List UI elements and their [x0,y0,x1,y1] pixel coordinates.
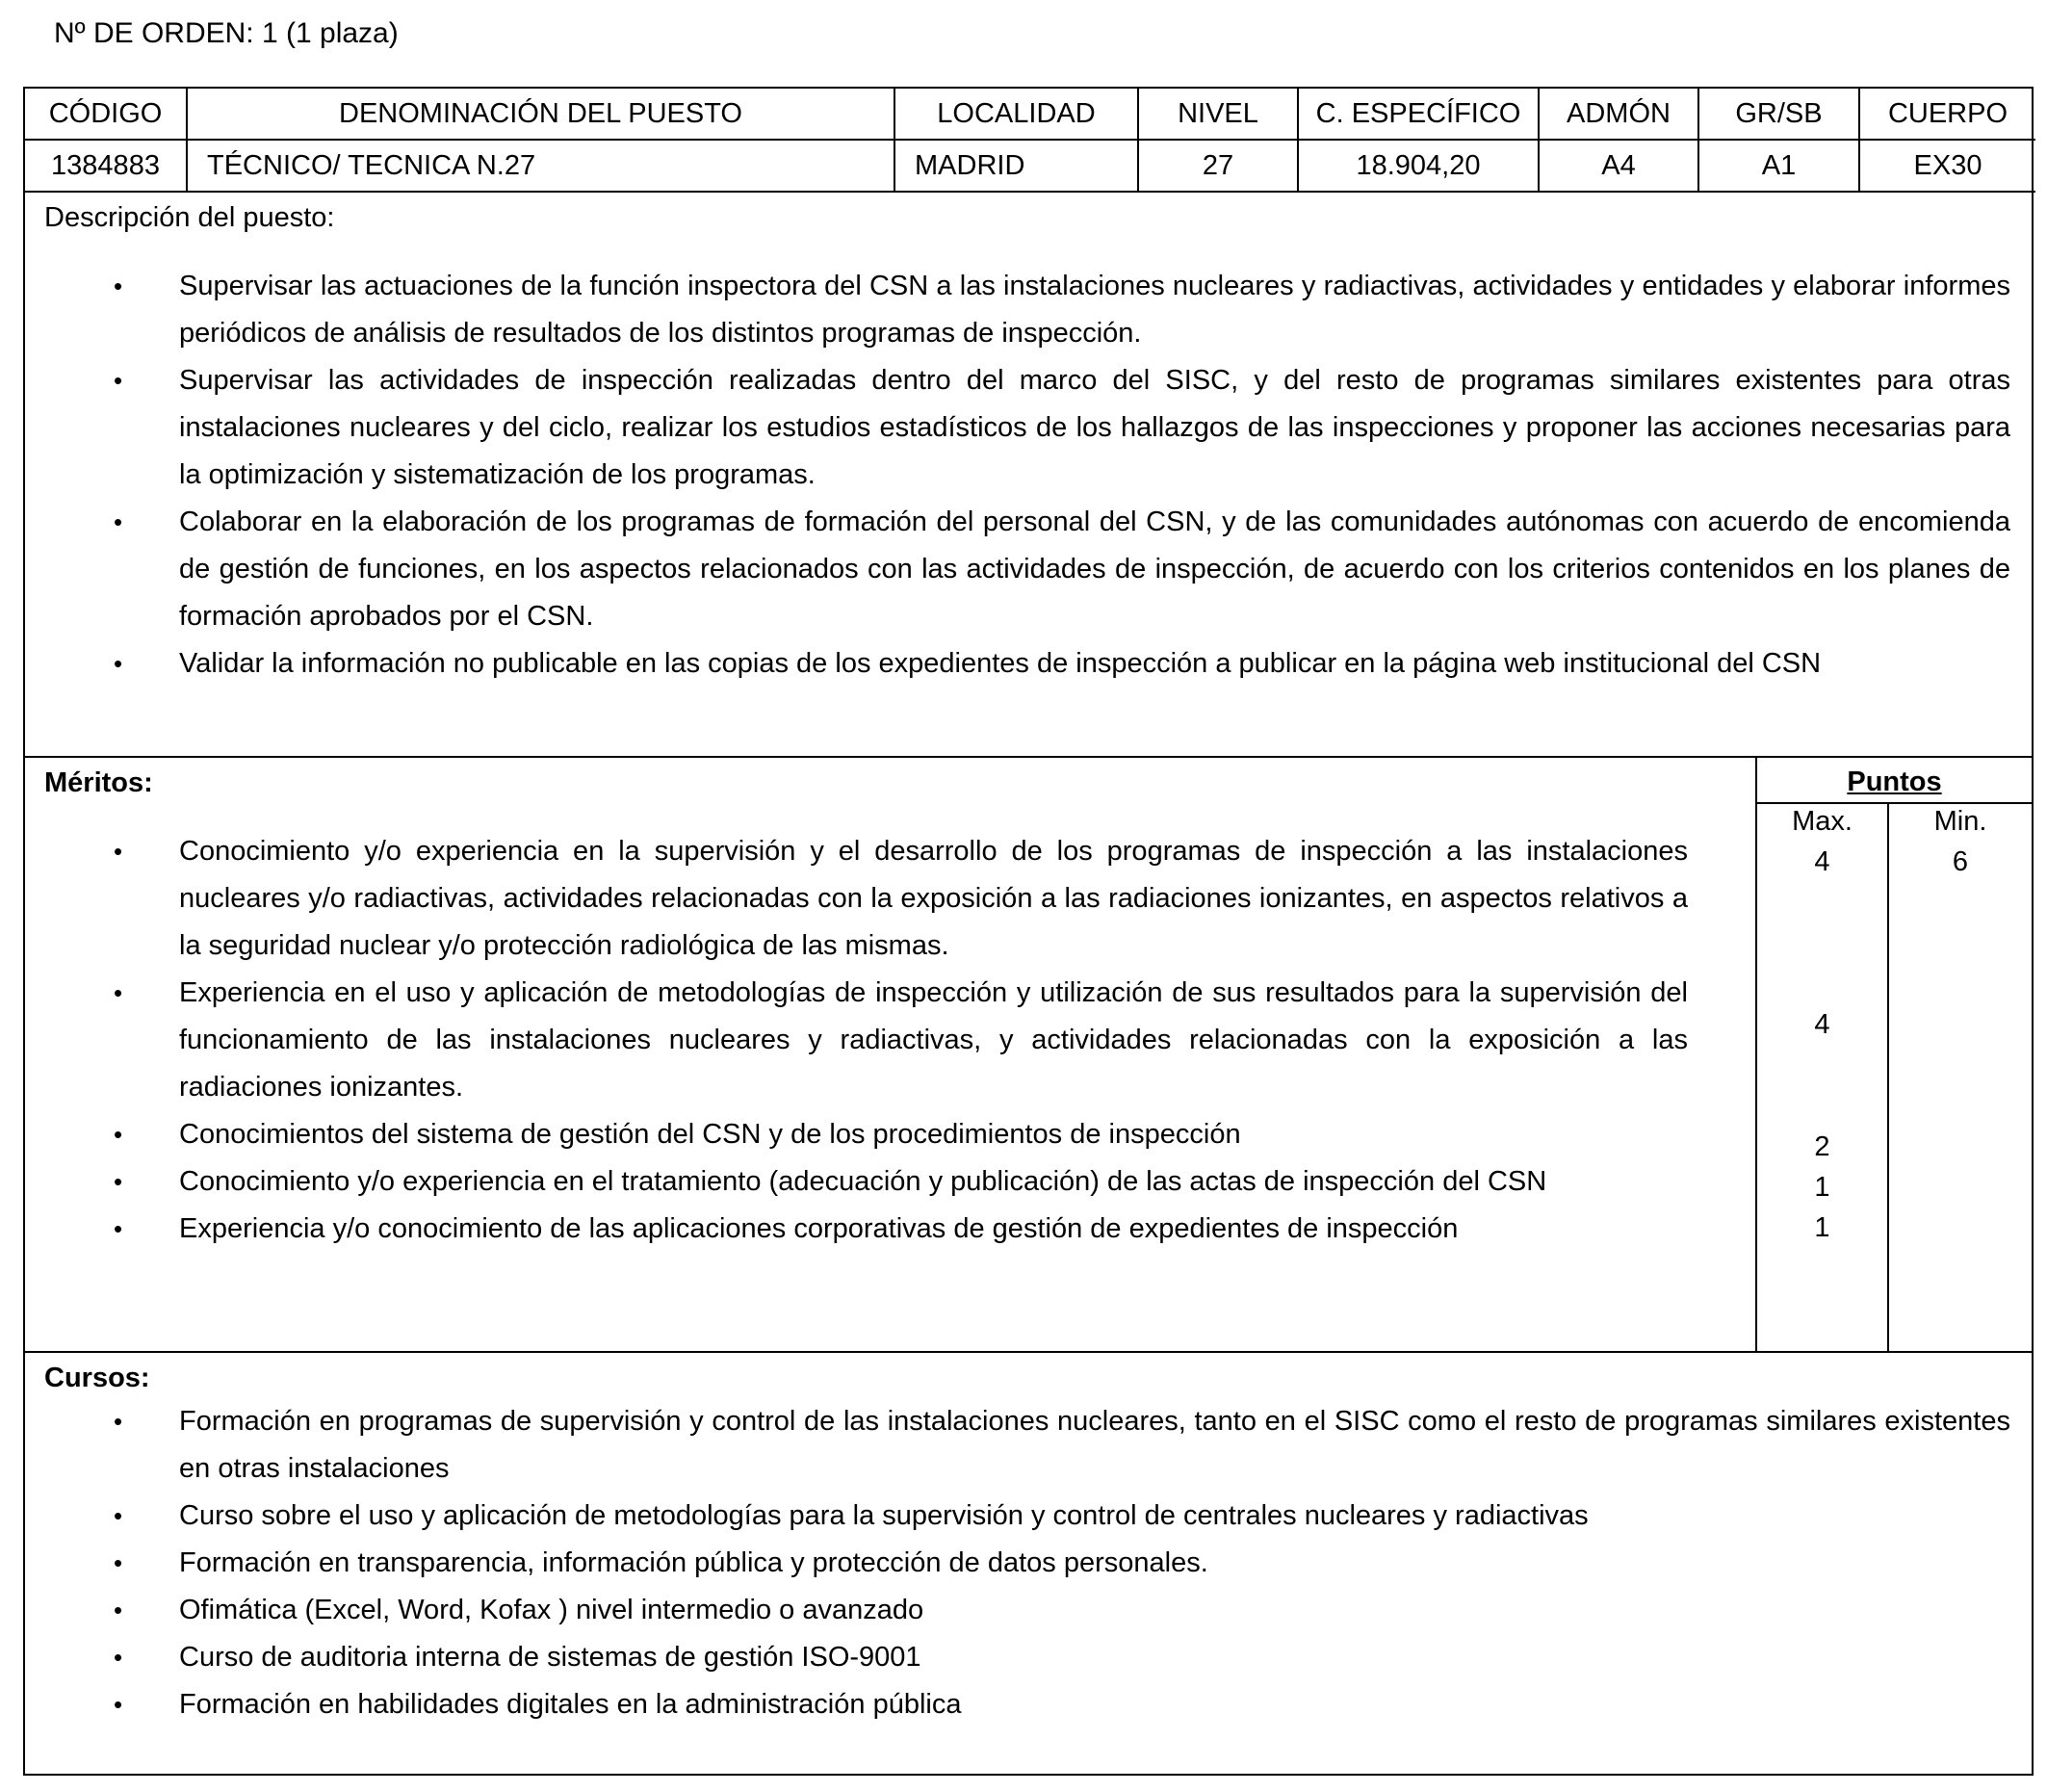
puntos-columns [1757,804,2032,1351]
list-item-text: Ofimática (Excel, Word, Kofax ) nivel intermedio o avanzado [179,1595,924,1625]
meritos-list [25,828,1755,1253]
bullet-icon: • [114,1643,123,1672]
max-value: 4 [1814,1009,1830,1040]
max-value: 2 [1814,1131,1830,1162]
meritos-title: Méritos: [44,767,153,798]
bullet-icon: • [114,978,123,1007]
cell-codigo: 1384883 [25,140,187,192]
header-nivel: NIVEL [1138,89,1298,140]
list-item [25,1540,2010,1587]
bullet-icon: • [114,837,123,866]
list-item [25,1111,1688,1158]
bullet-icon: • [114,1690,123,1719]
max-value: 1 [1814,1172,1830,1203]
bullet-icon: • [114,1407,123,1436]
min-column [1889,804,2032,1351]
max-label: Max. [1792,806,1853,837]
meritos-section [25,756,2032,1351]
job-sheet [23,87,2034,1776]
list-item [25,1493,2010,1540]
list-item [25,640,2010,688]
puntos-panel [1757,758,2032,1351]
list-item-text: Supervisar las actividades de inspección realizadas dentro del marco del SISC, y del resto de programas similares existentes para otras instalaciones nucleares y del ciclo, realizar los estudios estadísticos de los hallazgos de las inspecciones y proponer las acciones necesarias para la optimización y sistematización de los programas. [179,365,2010,490]
cursos-section [25,1351,2032,1784]
header-admon: ADMÓN [1539,89,1698,140]
list-item-text: Conocimiento y/o experiencia en el tratamiento (adecuación y publicación) de las actas de inspección del CSN [179,1166,1547,1197]
cell-admon: A4 [1539,140,1698,192]
list-item [25,263,2010,357]
table-header-row [25,89,2035,140]
list-item-text: Curso de auditoria interna de sistemas de gestión ISO-9001 [179,1642,921,1673]
list-item-text: Formación en habilidades digitales en la administración pública [179,1689,962,1720]
bullet-icon: • [114,1214,123,1243]
descripcion-section [25,193,2032,756]
header-localidad: LOCALIDAD [894,89,1138,140]
list-item [25,1634,2010,1681]
bullet-icon: • [114,649,123,678]
min-label: Min. [1933,806,1987,837]
orden-heading: Nº DE ORDEN: 1 (1 plaza) [54,17,399,49]
cell-nivel: 27 [1138,140,1298,192]
bullet-icon: • [114,1548,123,1577]
min-value: 6 [1952,846,1969,877]
cell-localidad: MADRID [894,140,1138,192]
list-item-text: Supervisar las actuaciones de la función inspectora del CSN a las instalaciones nucleares y radiactivas, actividades y entidades y elaborar informes periódicos de análisis de resultados de los distintos programas de inspección. [179,271,2010,349]
list-item-text: Curso sobre el uso y aplicación de metodologías para la supervisión y control de centrales nucleares y radiactivas [179,1500,1589,1531]
cell-denominacion: TÉCNICO/ TECNICA N.27 [187,140,894,192]
cell-cuerpo: EX30 [1859,140,2035,192]
list-item-text: Validar la información no publicable en las copias de los expedientes de inspección a publicar en la página web institucional del CSN [179,648,1822,679]
list-item-text: Conocimiento y/o experiencia en la supervisión y el desarrollo de los programas de inspección a las instalaciones nucleares y/o radiactivas, actividades relacionadas con la exposición a las radiaciones ionizantes, en aspectos relativos a la seguridad nuclear y/o protección radiológica de las mismas. [179,836,1688,961]
list-item [25,1681,2010,1728]
list-item [25,1587,2010,1634]
bullet-icon: • [114,1167,123,1196]
list-item [25,970,1688,1111]
bullet-icon: • [114,366,123,395]
max-value: 1 [1814,1212,1830,1243]
cursos-list [25,1398,2032,1728]
list-item-text: Experiencia y/o conocimiento de las aplicaciones corporativas de gestión de expedientes de inspección [179,1213,1459,1244]
cursos-title: Cursos: [44,1363,150,1393]
header-codigo: CÓDIGO [25,89,187,140]
list-item-text: Colaborar en la elaboración de los programas de formación del personal del CSN, y de las comunidades autónomas con acuerdo de encomienda de gestión de funciones, en los aspectos relacionados con las actividades de inspección, de acuerdo con los criterios contenidos en los planes de formación aprobados por el CSN. [179,506,2010,632]
max-column [1757,804,1889,1351]
list-item [25,357,2010,499]
list-item-text: Conocimientos del sistema de gestión del CSN y de los procedimientos de inspección [179,1119,1241,1150]
list-item-text: Experiencia en el uso y aplicación de metodologías de inspección y utilización de sus resultados para la supervisión del funcionamiento de las instalaciones nucleares y radiactivas, y actividades relacionadas con la exposición a las radiaciones ionizantes. [179,977,1688,1103]
table-row [25,140,2035,192]
cell-c-especifico: 18.904,20 [1298,140,1539,192]
descripcion-title: Descripción del puesto: [44,202,335,233]
bullet-icon: • [114,272,123,300]
cell-gr-sb: A1 [1698,140,1859,192]
bullet-icon: • [114,1596,123,1624]
puntos-header: Puntos [1757,758,2032,804]
list-item [25,828,1688,970]
max-value: 4 [1814,846,1830,877]
header-cuerpo: CUERPO [1859,89,2035,140]
list-item [25,1158,1688,1206]
header-denominacion: DENOMINACIÓN DEL PUESTO [187,89,894,140]
header-c-especifico: C. ESPECÍFICO [1298,89,1539,140]
list-item [25,1398,2010,1493]
bullet-icon: • [114,1501,123,1530]
bullet-icon: • [114,507,123,536]
list-item [25,499,2010,640]
meritos-content [25,758,1757,1351]
list-item-text: Formación en programas de supervisión y control de las instalaciones nucleares, tanto en el SISC como el resto de programas similares existentes en otras instalaciones [179,1406,2010,1484]
header-gr-sb: GR/SB [1698,89,1859,140]
list-item [25,1206,1688,1253]
bullet-icon: • [114,1120,123,1149]
position-table [25,89,2035,193]
descripcion-list [25,263,2032,688]
list-item-text: Formación en transparencia, información pública y protección de datos personales. [179,1547,1208,1578]
